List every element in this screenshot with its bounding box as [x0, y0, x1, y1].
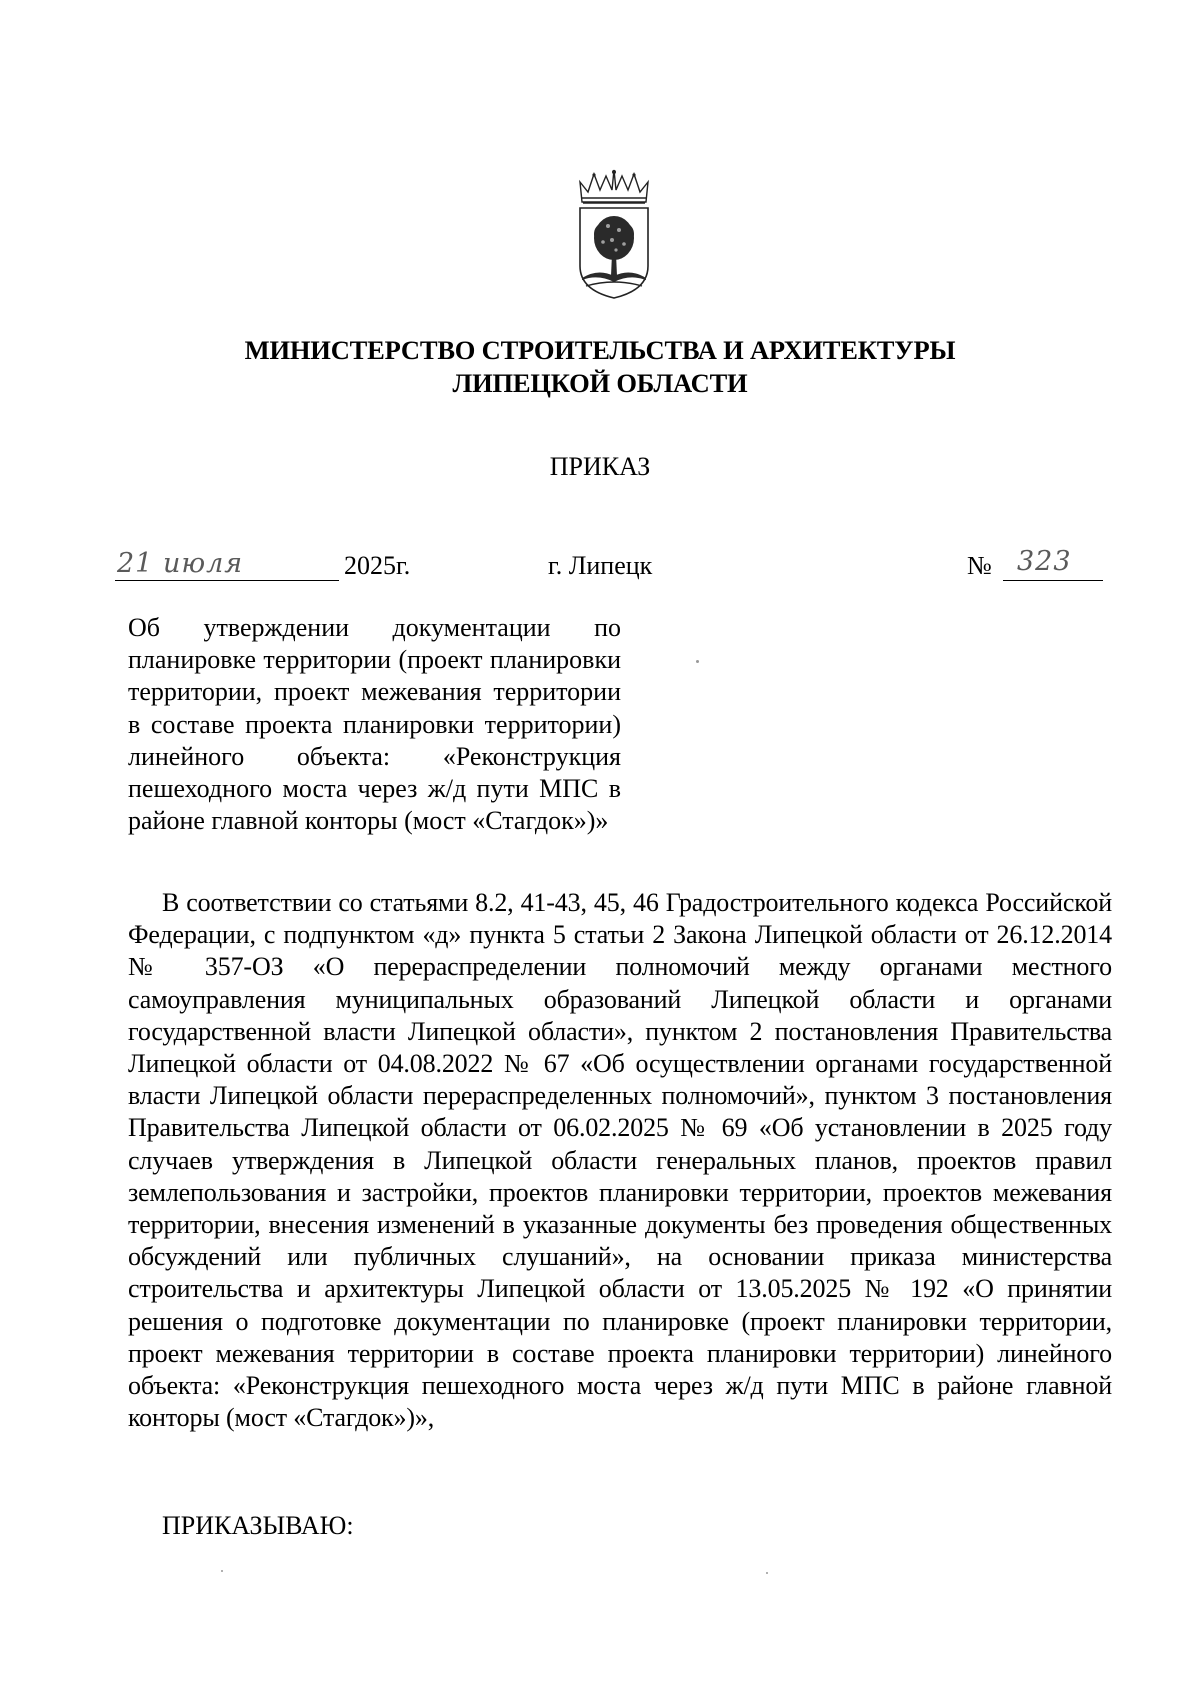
handwritten-number: 323	[1017, 546, 1072, 577]
scan-speck	[696, 660, 699, 663]
scan-speck	[221, 1570, 223, 1572]
ministry-title-line1: МИНИСТЕРСТВО СТРОИТЕЛЬСТВА И АРХИТЕКТУРЫ	[244, 335, 956, 365]
handwritten-date: 21 июля	[117, 548, 244, 579]
decree-heading: ПРИКАЗЫВАЮ:	[162, 1511, 354, 1540]
lipetsk-coat-of-arms-icon	[572, 168, 656, 300]
ministry-title-line2: ЛИПЕЦКОЙ ОБЛАСТИ	[452, 368, 748, 398]
document-type: ПРИКАЗ	[549, 452, 651, 481]
preamble-paragraph: В соответствии со статьями 8.2, 41-43, 45, 46 Градостроительного кодекса Российской Федерации, с подпунктом «д» пункта 5 статьи 2 Закона Липецкой области от 26.12.2014 № 357-ОЗ «О перераспределении полномочий между органами местного самоуправления муниципальных образований Липецкой области и органами государственной власти Липецкой области», пунктом 2 постановления Правительства Липецкой области от 04.08.2022 № 67 «Об осуществлении органами государственной власти Липецкой области перераспределенных полномочий», пунктом 3 постановления Правительства Липецкой области от 06.02.2025 № 69 «Об установлении в 2025 году случаев утверждения в Липецкой области генеральных планов, проектов правил землепользования и застройки, проектов планировки территории, проектов межевания территории, внесения изменений в указанные документы без проведения общественных обсуждений или публичных слушаний», на основании приказа министерства строительства и архитектуры Липецкой области от 13.05.2025 № 192 «О принятии решения о подготовке документации по планировке (проект планировки территории, проект межевания территории в составе проекта планировки территории) линейного объекта: «Реконструкция пешеходного моста через ж/д пути МПС в районе главной конторы (мост «Стагдок»)»,	[128, 888, 1112, 1433]
number-sign: №	[967, 551, 992, 580]
date-field	[115, 550, 339, 581]
ministry-title	[0, 334, 1200, 400]
number-field	[1003, 546, 1103, 581]
scan-speck	[766, 1572, 768, 1574]
document-year: 2025г.	[344, 551, 411, 580]
document-subject: Об утверждении документации по планировке территории (проект планировки территории, проект межевания территории в составе проекта планировки территории) линейного объекта: «Реконструкция пешеходного моста через ж/д пути МПС в районе главной конторы (мост «Стагдок»)»	[128, 613, 621, 836]
document-meta-row	[0, 546, 1200, 590]
document-city: г. Липецк	[548, 551, 653, 580]
